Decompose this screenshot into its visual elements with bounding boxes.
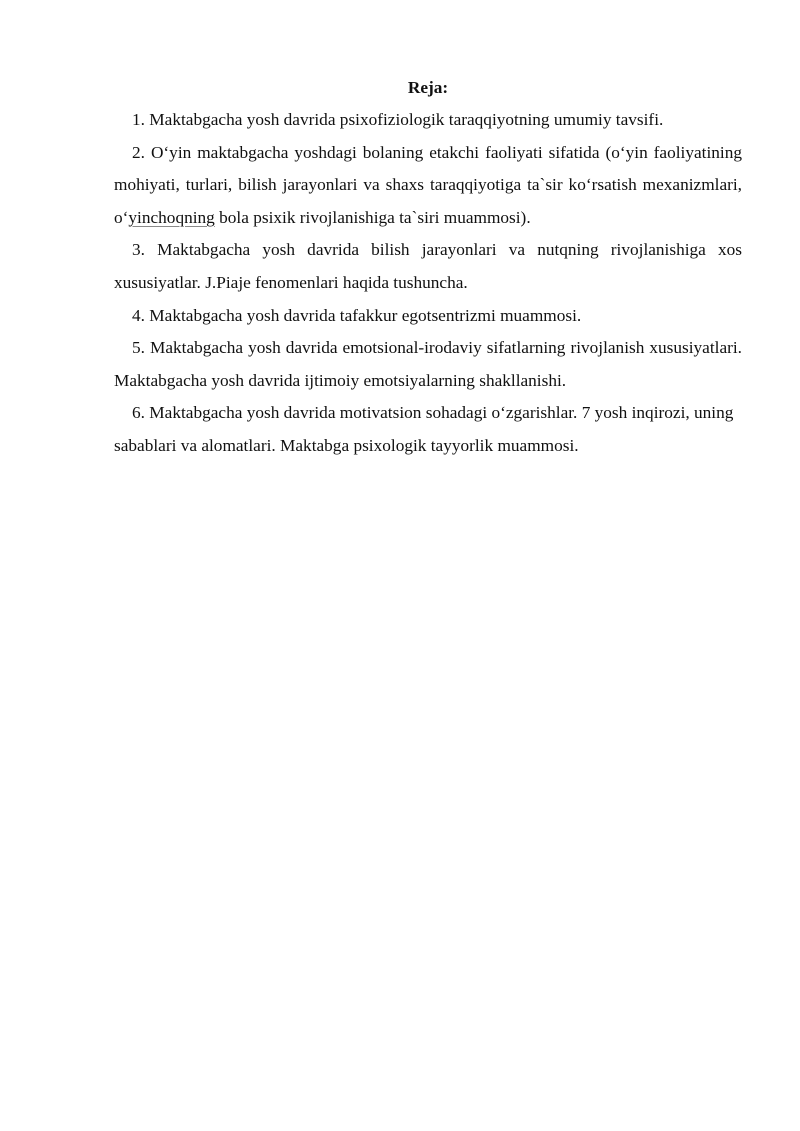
plan-item-4 [114, 300, 742, 333]
plan-item-text: Maktabgacha yosh davrida emotsional-irodaviy sifatlarning rivojlanish xususiyatlari. Maktabgacha yosh davrida ijtimoiy emotsiyalarning shakllanishi. [114, 338, 742, 390]
document-page [114, 76, 742, 463]
document-title: Reja: [407, 78, 449, 97]
plan-item-text: O‘yin maktabgacha yoshdagi bolaning etakchi faoliyati sifatida (o‘yin faoliyatining mohiyati, turlari, bilish jarayonlari va shaxs taraqqiyotiga ta`sir ko‘rsatish mexanizmlari, o‘ [114, 142, 742, 227]
plan-item-2 [114, 137, 742, 235]
plan-item-text: Maktabgacha yosh davrida motivatsion sohadagi o‘zgarishlar. 7 yosh inqirozi, uning sabablari va alomatlari. Maktabga psixologik tayyorlik muammosi. [114, 403, 734, 455]
plan-item-number: 2. [132, 142, 145, 162]
plan-item-1 [114, 104, 742, 137]
plan-item-number: 6. [132, 403, 145, 423]
plan-item-text: Maktabgacha yosh davrida bilish jarayonlari va nutqning rivojlanishiga xos xususiyatlar. J.Piaje fenomenlari haqida tushuncha. [114, 240, 742, 292]
underlined-word: yinchoqning [128, 207, 215, 227]
plan-item-text: Maktabgacha yosh davrida tafakkur egotsentrizmi muammosi. [149, 305, 582, 325]
plan-item-6 [114, 397, 742, 462]
plan-item-text: Maktabgacha yosh davrida psixofiziologik taraqqiyotning umumiy tavsifi. [149, 110, 664, 129]
plan-item-number: 3. [132, 240, 145, 260]
plan-item-number: 4. [132, 305, 145, 325]
plan-item-5 [114, 332, 742, 397]
plan-item-text-continued: bola psixik rivojlanishiga ta`siri muammosi). [214, 207, 531, 227]
plan-item-number: 1. [132, 110, 145, 129]
plan-item-number: 5. [132, 338, 145, 358]
plan-item-3 [114, 234, 742, 299]
